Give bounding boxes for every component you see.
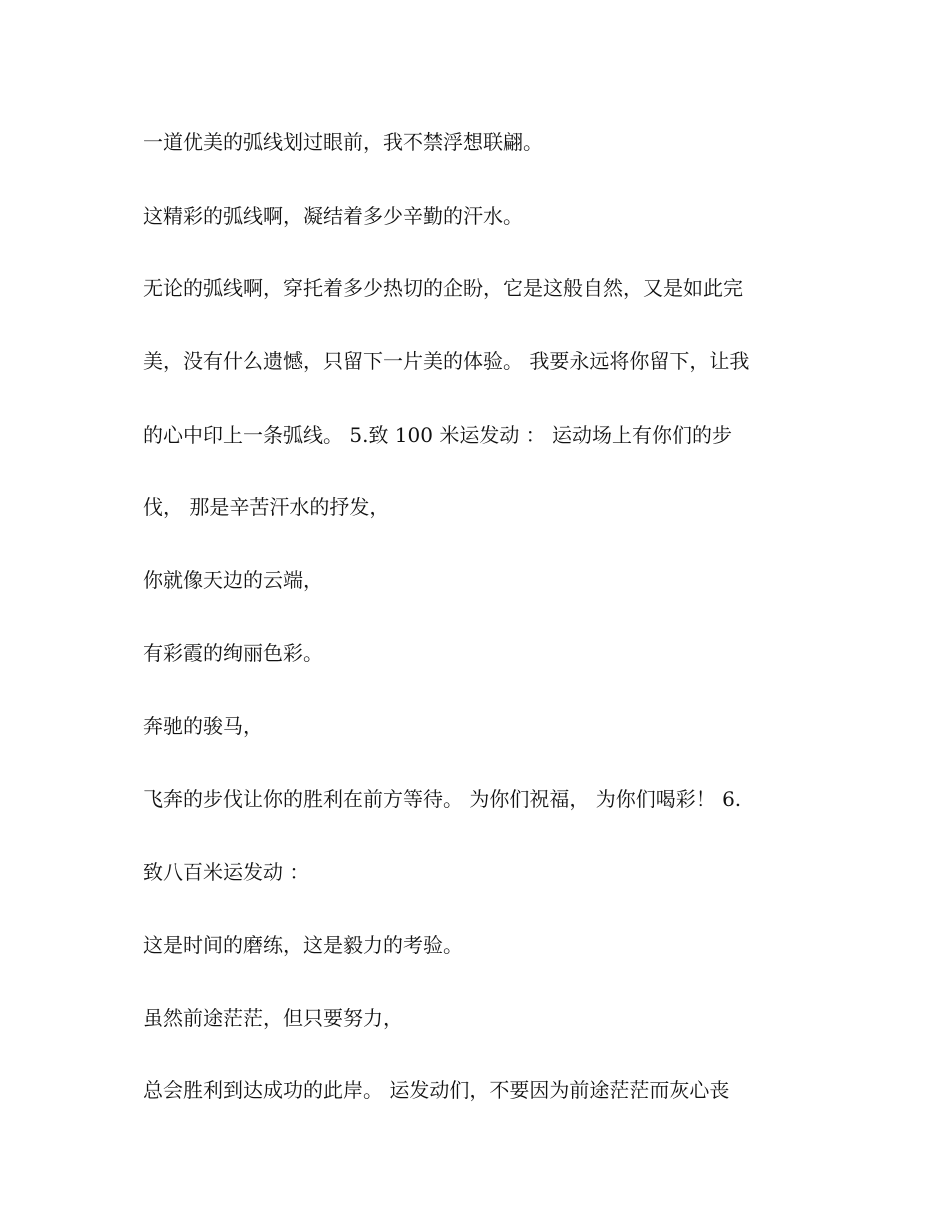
text-line: 美，没有什么遗憾，只留下一片美的体验。 我要永远将你留下，让我 — [143, 349, 750, 373]
text-line: 奔驰的骏马， — [143, 714, 263, 738]
text-line: 这是时间的磨练，这是毅力的考验。 — [143, 933, 463, 957]
text-line: 这精彩的弧线啊，凝结着多少辛勤的汗水。 — [143, 204, 523, 228]
text-line: 伐， 那是辛苦汗水的抒发， — [143, 495, 390, 519]
text-line: 有彩霞的绚丽色彩。 — [143, 641, 323, 665]
text-line: 虽然前途茫茫，但只要努力， — [143, 1006, 403, 1030]
text-line: 无论的弧线啊，穿托着多少热切的企盼，它是这般自然，又是如此完 — [143, 276, 743, 300]
text-line: 你就像天边的云端， — [143, 568, 323, 592]
text-line: 致八百米运发动 ： — [143, 860, 310, 884]
text-line: 飞奔的步伐让你的胜利在前方等待。 为你们祝福， 为你们喝彩！ 6. — [143, 787, 742, 811]
text-line: 的心中印上一条弧线。 5.致 100 米运发动 ： 运动场上有你们的步 — [143, 423, 733, 447]
text-line: 总会胜利到达成功的此岸。 运发动们，不要因为前途茫茫而灰心丧 — [143, 1078, 730, 1102]
text-line: 一道优美的弧线划过眼前，我不禁浮想联翩。 — [143, 130, 543, 154]
